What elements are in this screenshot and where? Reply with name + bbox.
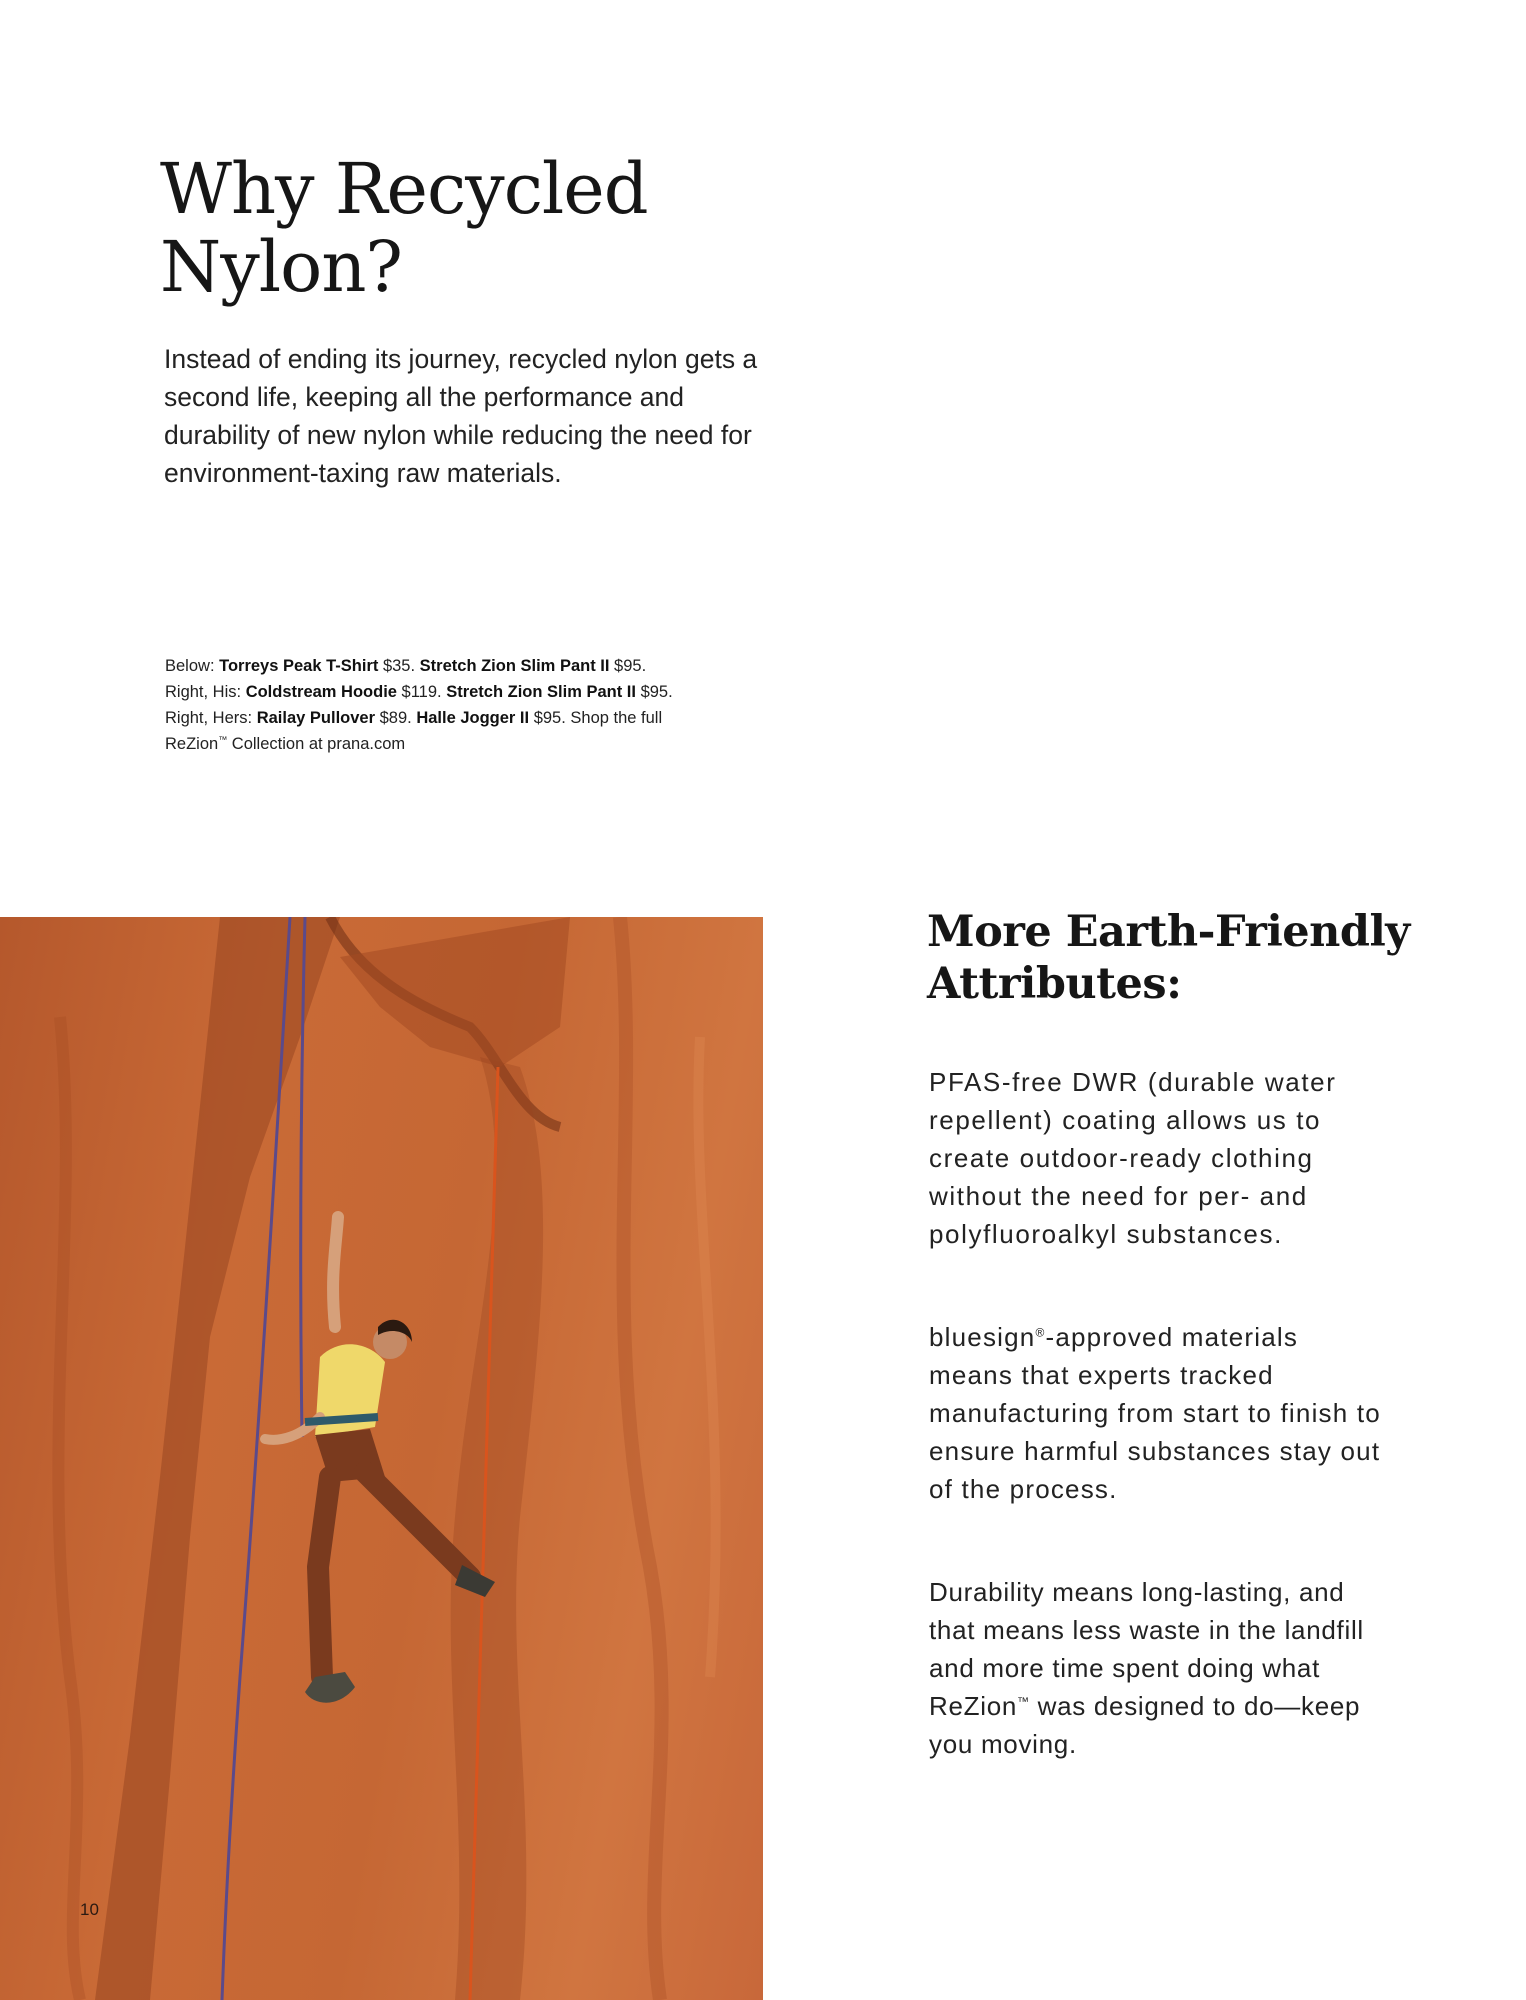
page-title-line-2: Nylon?: [160, 226, 402, 308]
caption-product-name: Stretch Zion Slim Pant II: [446, 683, 636, 701]
caption-price: $95. Shop the full: [529, 709, 663, 727]
section-subtitle: [927, 906, 1447, 1010]
caption-product-name: Coldstream Hoodie: [245, 683, 397, 701]
caption-below-prefix: Below:: [165, 657, 220, 675]
caption-price: $35.: [378, 657, 420, 675]
rock-streak: [620, 917, 662, 2000]
section-subtitle-line-1: More Earth-Friendly: [927, 907, 1410, 957]
section-subtitle-line-2: Attributes:: [927, 959, 1182, 1009]
page-title: [160, 150, 780, 306]
caption-his-prefix: Right, His:: [165, 683, 246, 701]
attribute-durability: [929, 1573, 1389, 1763]
durability-text: Durability means long-lasting, and that means less waste in the landfill and more time spent doing what ReZion: [929, 1577, 1364, 1721]
caption-product-name: Halle Jogger II: [416, 709, 530, 727]
climber-photo-illustration: [0, 917, 763, 2000]
caption-hers-prefix: Right, Hers:: [165, 709, 257, 727]
intro-paragraph: Instead of ending its journey, recycled nylon gets a second life, keeping all the performance and durability of new nylon while reducing the need for environment-taxing raw materials.: [164, 344, 758, 488]
rock-streak: [698, 1037, 715, 1677]
rock-streak: [58, 1017, 80, 2000]
climber-leg-left: [318, 1477, 330, 1677]
page-title-line-1: Why Recycled: [160, 148, 648, 230]
page-number: 10: [80, 1900, 99, 1919]
caption-price: $95.: [609, 657, 647, 675]
rock-shadow-right: [451, 1057, 543, 2000]
rock-overhang: [340, 917, 570, 1067]
climber-photo: [0, 917, 763, 2000]
durability-text-end: was designed to do—keep you moving.: [929, 1691, 1361, 1759]
attribute-pfas-free: PFAS-free DWR (durable water repellent) coating allows us to create outdoor-ready clothing without the need for per- and polyfluoroalkyl substances.: [929, 1067, 1337, 1249]
caption-price: $119.: [396, 683, 447, 701]
caption-product-name: Torreys Peak T-Shirt: [219, 657, 379, 675]
bluesign-description: -approved materials means that experts tracked manufacturing from start to finish to ensure harmful substances stay out of the process.: [929, 1322, 1381, 1504]
caption-price: $95.: [635, 683, 673, 701]
caption-collection-name: ReZion: [165, 735, 219, 753]
climber-raised-arm: [333, 1217, 338, 1327]
trademark-symbol: ™: [1017, 1694, 1030, 1709]
caption-price: $89.: [375, 709, 417, 727]
registered-symbol: ®: [1035, 1325, 1046, 1340]
caption-collection-link-text: Collection at prana.com: [227, 735, 406, 753]
climber-harness: [305, 1417, 378, 1422]
attribute-bluesign: [929, 1318, 1389, 1508]
trademark-symbol: ™: [218, 734, 228, 745]
caption-product-name: Stretch Zion Slim Pant II: [419, 657, 610, 675]
bluesign-name: bluesign: [929, 1322, 1036, 1352]
product-caption: [165, 653, 765, 757]
caption-product-name: Railay Pullover: [256, 709, 376, 727]
climber-leg-right: [365, 1472, 470, 1577]
